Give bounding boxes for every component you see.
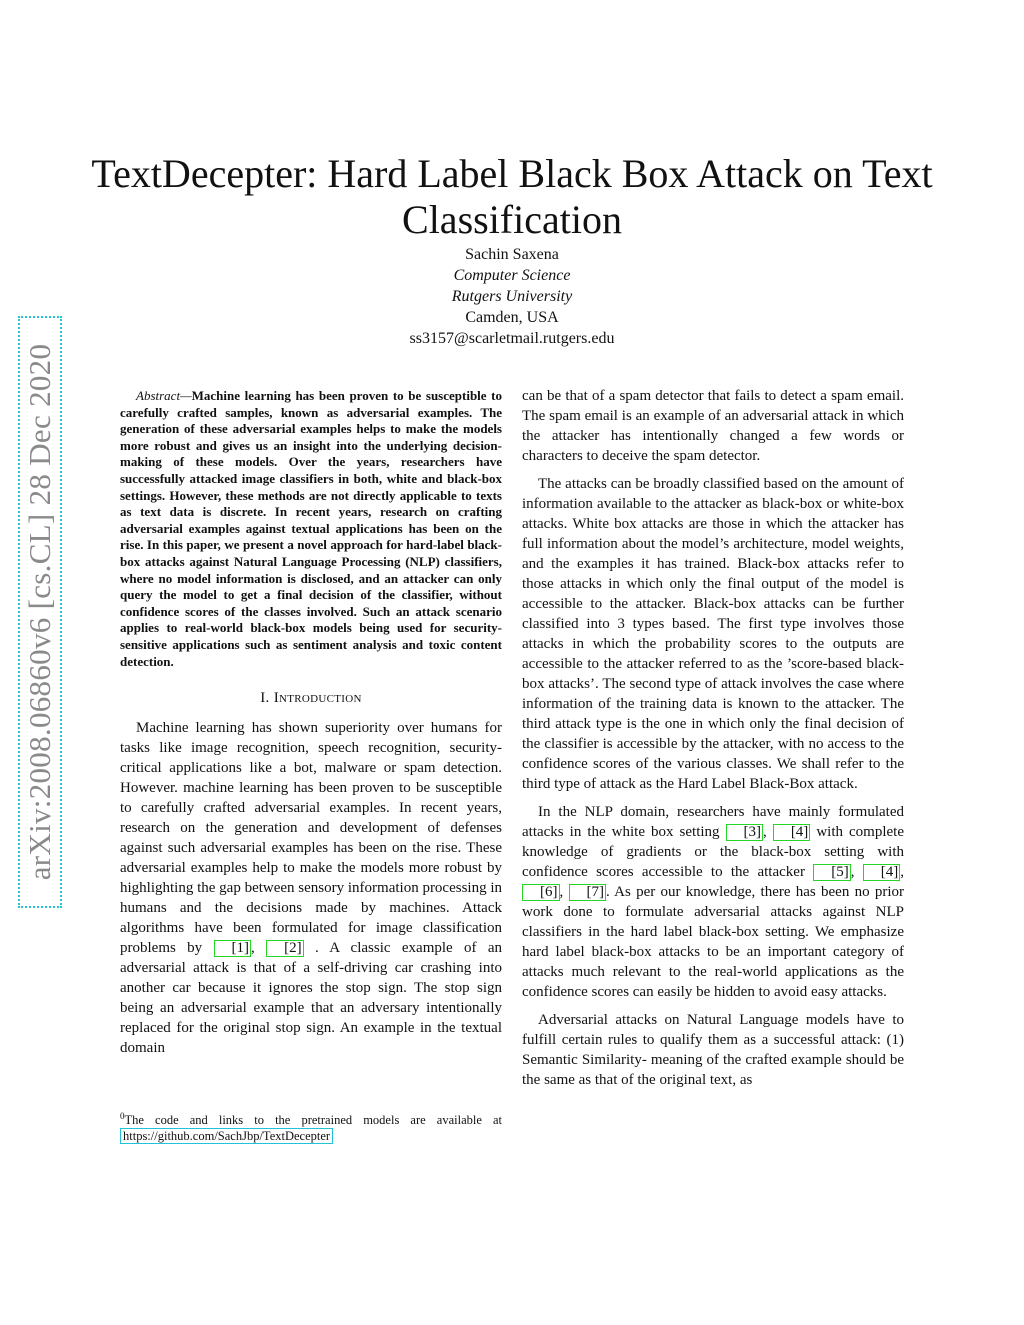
author-university: Rutgers University bbox=[451, 288, 573, 305]
citation-link[interactable]: [2] bbox=[266, 940, 304, 957]
right-paragraph-1: can be that of a spam detector that fails to detect a spam email. The spam email is an example of an adversarial attack in which the attacker has intentionally changed a few words or characters to deceive the spam detector. bbox=[522, 388, 904, 464]
footnote bbox=[120, 1108, 502, 1144]
left-column bbox=[120, 388, 502, 1066]
section-title: Introduction bbox=[273, 690, 362, 707]
abstract bbox=[120, 388, 502, 670]
author-department: Computer Science bbox=[453, 267, 571, 284]
author-block bbox=[312, 244, 712, 349]
paper-title: TextDecepter: Hard Label Black Box Attack on Text Classification bbox=[91, 150, 933, 242]
footnote-url-link[interactable]: https://github.com/SachJbp/TextDecepter bbox=[120, 1128, 333, 1144]
citation-link[interactable]: [4] bbox=[863, 864, 901, 881]
abstract-text: Machine learning has been proven to be susceptible to carefully crafted samples, known as adversarial examples. The generation of these adversarial examples helps to make the models more robust and gives us an insight into the underlying decision-making of these models. Over the years, researchers have successfully attacked image classifiers in both, white and black-box settings. However, these methods are not directly applicable to texts as text data is discrete. In recent years, research on crafting adversarial examples against textual applications has been on the rise. In this paper, we present a novel approach for hard-label black-box attacks against Natural Language Processing (NLP) classifiers, where no model information is disclosed, and an attacker can only query the model to get a final decision of the classifier, without confidence scores of the classes involved. Such an attack scenario applies to real-world black-box models being used for security-sensitive applications such as sentiment analysis and toxic content detection. bbox=[120, 388, 502, 669]
right-paragraph-2: The attacks can be broadly classified based on the amount of information available to the attacker as black-box or white-box attacks. White box attacks are those in which the attacker has full information about the model’s architecture, model weights, and the examples it has trained. Black-box attacks refer to those attacks in which only the final output of the model is accessible to the attacker. Black-box attacks can be further classified into 3 types based. The first type involves those attacks in which the probability scores to the outputs are accessible to the attacker referred to as the ’score-based black-box attacks’. The second type of attack involves the case where information of the training data is known to the attacker. The third attack type is the one in which only the final decision of the classifier is accessible by the attacker, with no access to the confidence scores of the various classes. We shall refer to the third type of attack as the Hard Label Black-Box attack. bbox=[522, 476, 904, 792]
section-number: I. bbox=[260, 690, 270, 707]
right-paragraph-4: Adversarial attacks on Natural Language models have to fulfill certain rules to qualify them as a successful attack: (1) Semantic Similarity- meaning of the crafted example should be the same as that of the original text, as bbox=[522, 1012, 904, 1088]
citation-link[interactable]: [4] bbox=[773, 824, 811, 841]
right-paragraph-3: In the NLP domain, researchers have mainly formulated attacks in the white box setting [3] , [4] with complete knowledge of gradients or the black-box setting with confidence scores accessible to the attacker [5] , [4] , [6] , [7] . As per our knowledge, there has been no prior work done to formulate adversarial attacks against NLP classifiers in the hard label black-box setting. We emphasize hard label black-box attacks to be an important category of attacks much relevant to the real-world applications as the confidence scores can easily be hidden to avoid easy attacks. bbox=[522, 804, 904, 1000]
citation-link[interactable]: [6] bbox=[522, 884, 560, 901]
right-column bbox=[522, 386, 904, 1098]
author-email: ss3157@scarletmail.rutgers.edu bbox=[409, 330, 615, 347]
footnote-text: The code and links to the pretrained models are available at bbox=[124, 1113, 502, 1128]
author-name: Sachin Saxena bbox=[465, 246, 559, 263]
section-heading-introduction bbox=[120, 688, 502, 708]
arxiv-identifier-stamp[interactable] bbox=[18, 316, 62, 908]
citation-link[interactable]: [3] bbox=[726, 824, 764, 841]
intro-paragraph-1: Machine learning has shown superiority over humans for tasks like image recognition, speech recognition, security-critical applications like a bot, malware or spam detection. However. machine learning has been proven to be susceptible to carefully crafted adversarial examples. In recent years, research on the generation and development of defenses against such adversarial examples has been on the rise. These adversarial examples help to make the models more robust by highlighting the gap between sensory information processing in humans and the decisions made by machines. Attack algorithms have been formulated for image classification problems by [1] , [2] . A classic example of an adversarial attack is that of a self-driving car crashing into another car because it ignores the stop sign. The stop sign being an adversarial example that an adversary intentionally replaced for the original stop sign. An example in the textual domain bbox=[120, 720, 503, 1057]
citation-link[interactable]: [7] bbox=[569, 884, 607, 901]
abstract-label: Abstract— bbox=[136, 388, 192, 403]
arxiv-identifier-text: arXiv:2008.06860v6 [cs.CL] 28 Dec 2020 bbox=[22, 343, 57, 881]
citation-link[interactable]: [1] bbox=[214, 940, 252, 957]
citation-link[interactable]: [5] bbox=[813, 864, 851, 881]
footnote-mark: 0 bbox=[120, 1111, 125, 1121]
author-location: Camden, USA bbox=[465, 309, 559, 326]
